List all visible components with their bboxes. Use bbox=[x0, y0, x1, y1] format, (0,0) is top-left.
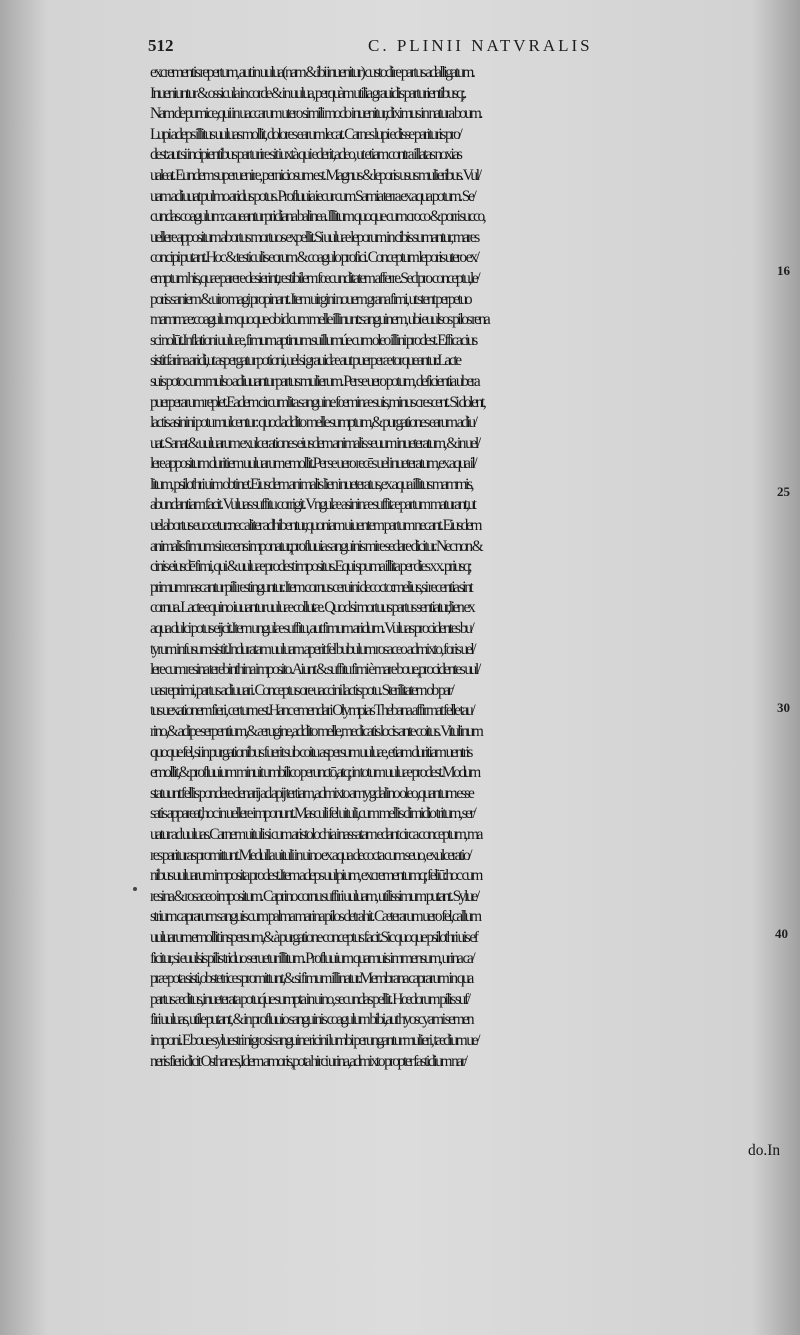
text-line: litum, psilothri uim obtinet.Eiusdem animalis lien inueteratus,ex aqua illitus mammis, bbox=[150, 475, 473, 493]
text-line: tyrum infusum sistit.Induratam uuluam aperit fel bubulum rosaceo admixto, foris uel/ bbox=[150, 640, 475, 658]
text-line: emollit,& profluuium minuit umbilico perunctō,atq; in totum uuluæ prodest.Modum bbox=[150, 764, 479, 782]
text-line: mammæ:coagulum quoque ob id cum melle illinunt:sanguinem, ubi euulsos pilos rena bbox=[150, 311, 489, 329]
text-line: uatur ad uuluas.Carnem uituli si cum aristolochia inassatam edant circa conceptum, ma bbox=[150, 825, 482, 843]
text-line: uat. Sanat & uuluarum exulcerationes eiusdem animalis seuum inueteratum, & in uel/ bbox=[150, 434, 479, 452]
text-line: lactis asinini potu mulcentur: quod addito melle sumptum,& purgationes earum adiu/ bbox=[150, 414, 476, 432]
text-line: suis poto cum mulso adiuuantur partus mulierum. Per se uero potum, deficientia ubera bbox=[150, 372, 479, 390]
text-line: primum nascantur pili restinguntur. Item cornus ceruini decocto:melius,si recentia sint bbox=[150, 578, 472, 596]
text-line: excrementis repertum, aut in uulua(nam & ibi inuenitur) custodire partus adalligatum. bbox=[150, 64, 474, 81]
margin-number: 16 bbox=[777, 263, 790, 278]
text-line: lere appositum duritiem uuluarum emollit.Per se uero recēs uel inueteratum,ex aqua il/ bbox=[150, 455, 476, 473]
text-line: statuunt fellis pondere denarij ad apij tertiam,admixto amygdalino oleo,quantum esse bbox=[150, 784, 473, 802]
text-line: ficitur, si euulsis pilis triduo seruetur illitum. Profluuium quamuis immensum, urina ca/ bbox=[150, 949, 474, 967]
body-text bbox=[150, 63, 796, 1072]
text-line: firi uuluas, utile putant, & in profluuio sanguinis coagulum bibi,aut hyoscyami semen bbox=[150, 1011, 473, 1029]
text-line: Inueniuntur & ossicula in corde & in uulua, perquàm utilia grauidis parturientibusq;. bbox=[150, 84, 465, 102]
text-line: Nam de pumice,qui in uaccarum utero simili modo inuenitur,diximus in natura boum. bbox=[150, 105, 481, 123]
margin-number: 30 bbox=[777, 700, 790, 715]
ink-speck bbox=[133, 887, 137, 891]
text-line: uas reprimi, partus adiuuari. Conceptus ore uaccini lactis potu. Sterilitatem ob par/ bbox=[150, 681, 453, 699]
text-line: præ pota sisti,obstetrices promittunt,& si fimum illinatur.Membrana caprarum in qua bbox=[150, 970, 472, 988]
text-line: cinis eiusdē fimi, qui & uuluæ prodest impositus.Equi spuma illita per dies x x. priusq; bbox=[150, 558, 471, 576]
text-line: imponi. E boue syluestri nigro si sanguine ricini lumbi perungantur mulieri, tædium ue/ bbox=[150, 1031, 479, 1049]
text-line: uam adiuuat pulmo aridus potus. Profluuia iecur cum Samia terra ex aqua potum. Se/ bbox=[150, 187, 475, 205]
catchword: do.In bbox=[748, 1142, 781, 1159]
text-line: dest:aut si incipientibus parturire sit iuxtà qui ederit,adeo, ut etiam contra illatas noxias bbox=[150, 146, 461, 164]
text-line: res parituras promittunt.Medulla uituli in uino ex aqua decocta cum seuo, exulceratio/ bbox=[150, 846, 471, 864]
text-line: concipi putant.Hoc & testiculis eorum & coagulo profici. Conceptum leporis utero ex/ bbox=[150, 249, 478, 267]
text-line: sistit farina aridi,ut aspergatur potioni, uel si grauidæ aut puerperæ torqueantur.Lacte bbox=[150, 352, 460, 370]
text-line: Lupi adeps illitus uuluas mollit, dolores earum lecat. Carnes lupi edisse parituris pro/ bbox=[150, 125, 461, 143]
text-line: strium caprarum sanguis cum palma marina pilos detrahit. Cæterarum uero fel,callum bbox=[150, 908, 480, 926]
text-line: emptum his,quæ parere desierint,restibilem fœcunditatem afferre.Sed pro conceptu,le/ bbox=[150, 269, 479, 287]
text-line: puerperarum replet.Eadem circumlita sanguine fœminæ suis,minus crescent. Si dolent, bbox=[150, 393, 485, 411]
text-line: quoque fel, si in purgationibus fuerit sub coitu aspersum uuluæ, etiam duritiam uentris bbox=[150, 743, 472, 761]
text-line: neris fieri dicit Osthanes,Idem amoris,pota hirci urina,admixto propter fastidium nar/ bbox=[150, 1052, 466, 1070]
margin-number: 25 bbox=[777, 484, 790, 499]
running-head: C. PLINII NATVRALIS bbox=[368, 36, 593, 55]
margin-number: 40 bbox=[775, 926, 788, 941]
text-line: abundantiam facit. Vuluas suffitu corrigit. Vngulæ asininæ suffitæ partum maturant,ut bbox=[150, 496, 475, 514]
text-line: uel abortus euocetur:nec aliter adhibentur,quoniam uiuentem partum necant. Eiusdem bbox=[150, 517, 481, 535]
text-line: uuluarum emollit inspersum,& à purgatione conceptus facit.Sic quoque psilothri uis ef bbox=[150, 928, 477, 946]
text-line: satis appareat,hoc in uellere imponunt.Masculi fel uituli,cum mellis dimidio tritum, ser/ bbox=[150, 805, 475, 823]
page-header bbox=[148, 36, 780, 66]
text-line: partus æditus,inueterata potuq́ue sumpta in uino, secundas pellit. Hœdorum pilis suf/ bbox=[150, 990, 469, 1008]
text-line: nibus uuluarum imposita prodest.Item adeps uulpium, excrementumq; feliū:hoc cum bbox=[150, 867, 481, 885]
text-line: aqua dulci potus eijcit.Item ungulæ suffitu, aut fimum aridum. Vuluas procidentes bu/ bbox=[150, 620, 473, 638]
text-line: poris saniem & uiro magi propinant. Item uirgini nouem grana fimi, ut stent perpetuo bbox=[150, 290, 471, 308]
text-line: cundas coagulum: caueantur pridiana balinea. Illitum quoque cum croco & porri succo, bbox=[150, 208, 485, 226]
text-line: cornua. Lacte equino iuuantur uuluæ collutæ. Quod si mortuus partus sentiatur,lien ex bbox=[150, 599, 474, 617]
text-line: uellere appositum abortus mortuos expellit.Si uuluæ leporum in cibis sumantur, mares bbox=[150, 228, 478, 246]
text-line: animalis fimum si recens imponatur,profluuia sanguinis mire sedare dicitur. Nec non & bbox=[150, 537, 482, 555]
text-line: rino,& adipe serpentium,& ærugine,addito melle,medicatis locis ante coitus. Vitulinum bbox=[150, 723, 482, 740]
text-line: lere cum resina terebinthina imposito. Aiunt & suffitu fimi è mare boue,procidentes uul/ bbox=[150, 661, 479, 679]
text-line: resina & rosaceo impositum. Caprino cornu suffiri uuluam, utilissimum putant. Sylue/ bbox=[150, 887, 478, 905]
text-line: tus uexationem fieri, certum est.Hanc emendari Olympias Thebana affirmat felle tau/ bbox=[150, 702, 474, 720]
text-line: ualeat. Eundem superuenire, perniciosum est. Magnus & leporis usus mulieribus. Vul/ bbox=[150, 166, 480, 184]
text-line: sci nolūt.Inflationi uuluæ, fimum aptinum suillumúe cum oleo illini prodest. Efficacius bbox=[150, 331, 476, 349]
page-number: 512 bbox=[148, 36, 174, 55]
